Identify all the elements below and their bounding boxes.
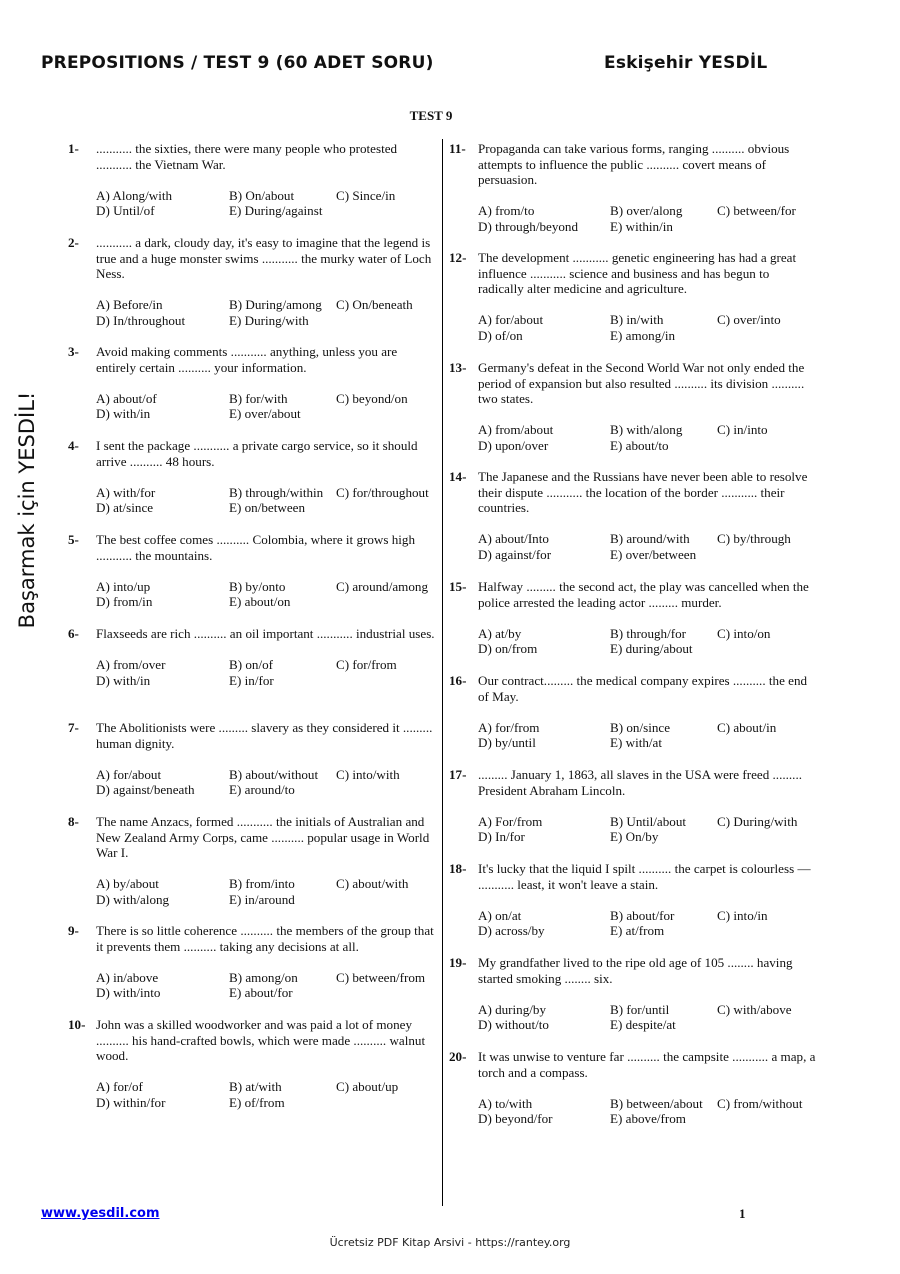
answer-option[interactable]: E) despite/at xyxy=(610,1017,676,1033)
answer-option[interactable]: B) around/with xyxy=(610,531,690,547)
answer-option[interactable]: A) by/about xyxy=(96,876,159,892)
answer-option[interactable]: B) on/since xyxy=(610,719,671,735)
question-text: It's lucky that the liquid I spilt .......... the carpet is colourless — ........... least, it won't leave a stain. xyxy=(478,861,811,892)
question-number: 20- xyxy=(449,1049,467,1064)
answer-option[interactable]: D) by/until xyxy=(478,735,536,751)
answer-option[interactable]: D) with/along xyxy=(96,891,170,907)
answer-option[interactable]: E) over/about xyxy=(229,406,301,422)
question-text: The name Anzacs, formed ........... the initials of Australian and New Zealand Army Corps, came .......... popular usage in World War I. xyxy=(96,814,430,861)
question-text: My grandfather lived to the ripe old age of 105 ........ having started smoking ........ six. xyxy=(478,955,793,986)
answer-option[interactable]: E) During/against xyxy=(229,203,323,219)
question-number: 14- xyxy=(449,469,467,484)
question-text: The development ........... genetic engineering has had a great influence ........... science and business and has begun to radically alter medicine and agriculture. xyxy=(478,250,797,297)
answer-option[interactable]: C) into/on xyxy=(717,625,771,641)
answer-option[interactable]: B) from/into xyxy=(229,876,295,892)
answer-option[interactable]: D) Until/of xyxy=(96,203,155,219)
answer-option[interactable]: D) against/for xyxy=(478,546,552,562)
answer-option[interactable]: C) for/from xyxy=(336,657,397,673)
answer-option[interactable]: A) from/about xyxy=(478,422,554,438)
answer-option[interactable]: D) without/to xyxy=(478,1017,549,1033)
answer-option[interactable]: C) with/above xyxy=(717,1001,792,1017)
answer-option[interactable]: C) During/with xyxy=(717,813,798,829)
answer-option[interactable]: E) in/around xyxy=(229,891,295,907)
answer-option[interactable]: A) about/of xyxy=(96,390,157,406)
answer-option[interactable]: B) Until/about xyxy=(610,813,687,829)
answer-option[interactable]: D) In/for xyxy=(478,829,525,845)
answer-option[interactable]: B) on/of xyxy=(229,657,274,673)
page-number: 1 xyxy=(739,1206,746,1221)
answer-option[interactable]: D) through/beyond xyxy=(478,218,579,234)
question-number: 17- xyxy=(449,767,467,782)
answer-option[interactable]: A) during/by xyxy=(478,1001,547,1017)
question-text: ........... the sixties, there were many people who protested ........... the Vietnam War. xyxy=(96,141,398,172)
answer-option[interactable]: C) into/in xyxy=(717,907,768,923)
question-number: 18- xyxy=(449,861,467,876)
question-text: There is so little coherence .......... the members of the group that it prevents them .......... taking any decisions at all. xyxy=(96,923,434,954)
answer-option[interactable]: A) in/above xyxy=(96,969,159,985)
answer-option[interactable]: E) within/in xyxy=(610,218,673,234)
question-number: 11- xyxy=(449,141,466,156)
answer-option[interactable]: B) about/without xyxy=(229,766,319,782)
website-link[interactable]: www.yesdil.com xyxy=(41,1206,160,1221)
answer-option[interactable]: B) about/for xyxy=(610,907,675,923)
answer-option[interactable]: A) with/for xyxy=(96,484,156,500)
answer-option[interactable]: B) between/about xyxy=(610,1095,703,1111)
question-text: Halfway ......... the second act, the play was cancelled when the police arrested the leading actor ......... murder. xyxy=(478,579,809,610)
answer-option[interactable]: B) for/until xyxy=(610,1001,670,1017)
question-number: 9- xyxy=(68,923,79,938)
answer-option[interactable]: E) during/about xyxy=(610,641,693,657)
answer-option[interactable]: A) for/about xyxy=(96,766,162,782)
column-divider xyxy=(442,139,443,1206)
answer-option[interactable]: B) by/onto xyxy=(229,578,286,594)
question-text: Our contract......... the medical company expires .......... the end of May. xyxy=(478,673,808,704)
answer-option[interactable]: C) about/with xyxy=(336,876,409,892)
answer-option[interactable]: E) above/from xyxy=(610,1111,686,1127)
answer-option[interactable]: C) Since/in xyxy=(336,187,396,203)
question-text: Flaxseeds are rich .......... an oil important ........... industrial uses. xyxy=(96,626,435,641)
test-heading: TEST 9 xyxy=(409,108,453,123)
question-number: 19- xyxy=(449,955,467,970)
answer-option[interactable]: B) over/along xyxy=(610,203,683,219)
answer-option[interactable]: A) about/Into xyxy=(478,531,549,547)
question-text: Avoid making comments ........... anything, unless you are entirely certain .......... your information. xyxy=(96,344,398,375)
question-number: 2- xyxy=(68,235,79,250)
answer-option[interactable]: D) on/from xyxy=(478,641,538,657)
answer-option[interactable]: E) at/from xyxy=(610,923,665,939)
question-text: I sent the package ........... a private cargo service, so it should arrive .......... 48 hours. xyxy=(96,438,418,469)
document-title: PREPOSITIONS / TEST 9 (60 ADET SORU) xyxy=(41,53,434,73)
answer-option[interactable]: D) within/for xyxy=(96,1094,166,1110)
question-text: Propaganda can take various forms, ranging .......... obvious attempts to influence the public .......... covert means of persuasion. xyxy=(478,141,790,188)
answer-option[interactable]: A) from/to xyxy=(478,203,535,219)
answer-option[interactable]: D) against/beneath xyxy=(96,782,195,798)
question-text: The Japanese and the Russians have never been able to resolve their dispute ........... the location of the border ........... their countries. xyxy=(478,469,808,516)
answer-option[interactable]: D) across/by xyxy=(478,923,545,939)
answer-option[interactable]: E) in/for xyxy=(229,672,274,688)
answer-option[interactable]: C) for/throughout xyxy=(336,484,429,500)
question-number: 7- xyxy=(68,720,79,735)
side-slogan: Başarmak için YESDİL! xyxy=(15,391,39,629)
answer-option[interactable]: A) at/by xyxy=(478,625,522,641)
question-text: It was unwise to venture far .......... the campsite ........... a map, a torch and a compass. xyxy=(478,1049,816,1080)
question-text: John was a skilled woodworker and was paid a lot of money .......... his hand-crafted bowls, which were made .......... walnut wood. xyxy=(96,1017,426,1064)
answer-option[interactable]: B) through/for xyxy=(610,625,687,641)
answer-option[interactable]: B) through/within xyxy=(229,484,324,500)
question-number: 6- xyxy=(68,626,79,641)
answer-option[interactable]: E) On/by xyxy=(610,829,659,845)
answer-option[interactable]: E) around/to xyxy=(229,782,295,798)
answer-option[interactable]: E) among/in xyxy=(610,327,676,343)
answer-option[interactable]: E) with/at xyxy=(610,735,662,751)
question-number: 10- xyxy=(68,1017,86,1032)
answer-option[interactable]: E) about/on xyxy=(229,594,291,610)
answer-option[interactable]: D) In/throughout xyxy=(96,312,186,328)
question-text: The best coffee comes .......... Colombia, where it grows high ........... the mountains. xyxy=(96,532,416,563)
author-name: Eskişehir YESDİL xyxy=(604,53,768,73)
answer-option[interactable]: A) Along/with xyxy=(96,187,173,203)
answer-option[interactable]: C) by/through xyxy=(717,531,791,547)
answer-option[interactable]: A) from/over xyxy=(96,657,166,673)
answer-option[interactable]: C) from/without xyxy=(717,1095,803,1111)
answer-option[interactable]: B) at/with xyxy=(229,1079,282,1095)
answer-option[interactable]: B) among/on xyxy=(229,969,298,985)
answer-option[interactable]: C) over/into xyxy=(717,312,781,328)
answer-option[interactable]: A) for/from xyxy=(478,719,540,735)
archive-note: Ücretsiz PDF Kitap Arsivi - https://rantey.org xyxy=(329,1236,571,1249)
answer-option[interactable]: A) for/about xyxy=(478,312,544,328)
answer-option[interactable]: C) between/for xyxy=(717,203,796,219)
answer-option[interactable]: B) in/with xyxy=(610,312,664,328)
answer-option[interactable]: A) on/at xyxy=(478,907,522,923)
answer-option[interactable]: C) On/beneath xyxy=(336,297,413,313)
answer-option[interactable]: D) from/in xyxy=(96,594,153,610)
answer-option[interactable]: A) into/up xyxy=(96,578,151,594)
answer-option[interactable]: B) On/about xyxy=(229,187,295,203)
answer-option[interactable]: E) about/for xyxy=(229,985,293,1001)
answer-option[interactable]: A) for/of xyxy=(96,1079,143,1095)
answer-option[interactable]: C) around/among xyxy=(336,578,429,594)
answer-option[interactable]: D) of/on xyxy=(478,327,523,343)
question-text: ......... January 1, 1863, all slaves in the USA were freed ......... President Abraham Lincoln. xyxy=(478,767,802,798)
question-text: The Abolitionists were ......... slavery as they considered it ......... human dignity. xyxy=(96,720,433,751)
question-number: 5- xyxy=(68,532,79,547)
answer-option[interactable]: E) on/between xyxy=(229,500,305,516)
answer-option[interactable]: D) at/since xyxy=(96,500,154,516)
answer-option[interactable]: D) with/in xyxy=(96,406,151,422)
answer-option[interactable]: B) with/along xyxy=(610,422,683,438)
answer-option[interactable]: C) in/into xyxy=(717,422,768,438)
answer-option[interactable]: A) to/with xyxy=(478,1095,533,1111)
answer-option[interactable]: E) over/between xyxy=(610,546,697,562)
answer-option[interactable]: C) beyond/on xyxy=(336,390,408,406)
answer-option[interactable]: A) Before/in xyxy=(96,297,163,313)
answer-option[interactable]: D) upon/over xyxy=(478,437,549,453)
answer-option[interactable]: A) For/from xyxy=(478,813,543,829)
answer-option[interactable]: E) about/to xyxy=(610,437,669,453)
answer-option[interactable]: B) During/among xyxy=(229,297,322,313)
question-number: 13- xyxy=(449,360,467,375)
question-number: 3- xyxy=(68,344,79,359)
answer-option[interactable]: C) about/up xyxy=(336,1079,399,1095)
question-number: 15- xyxy=(449,579,467,594)
question-number: 4- xyxy=(68,438,79,453)
answer-option[interactable]: D) beyond/for xyxy=(478,1111,553,1127)
answer-option[interactable]: D) with/into xyxy=(96,985,161,1001)
answer-option[interactable]: D) with/in xyxy=(96,672,151,688)
question-number: 16- xyxy=(449,673,467,688)
question-text: ........... a dark, cloudy day, it's easy to imagine that the legend is true and a huge monster swims ........... the murky water of Loch Ness. xyxy=(96,235,432,282)
answer-option[interactable]: C) about/in xyxy=(717,719,777,735)
answer-option[interactable]: C) into/with xyxy=(336,766,400,782)
question-number: 8- xyxy=(68,814,79,829)
answer-option[interactable]: B) for/with xyxy=(229,390,288,406)
question-number: 12- xyxy=(449,250,467,265)
answer-option[interactable]: E) During/with xyxy=(229,312,309,328)
question-number: 1- xyxy=(68,141,79,156)
question-text: Germany's defeat in the Second World War not only ended the period of expansion but also resulted .......... its division .......... two states. xyxy=(478,360,805,407)
answer-option[interactable]: C) between/from xyxy=(336,969,426,985)
answer-option[interactable]: E) of/from xyxy=(229,1094,285,1110)
